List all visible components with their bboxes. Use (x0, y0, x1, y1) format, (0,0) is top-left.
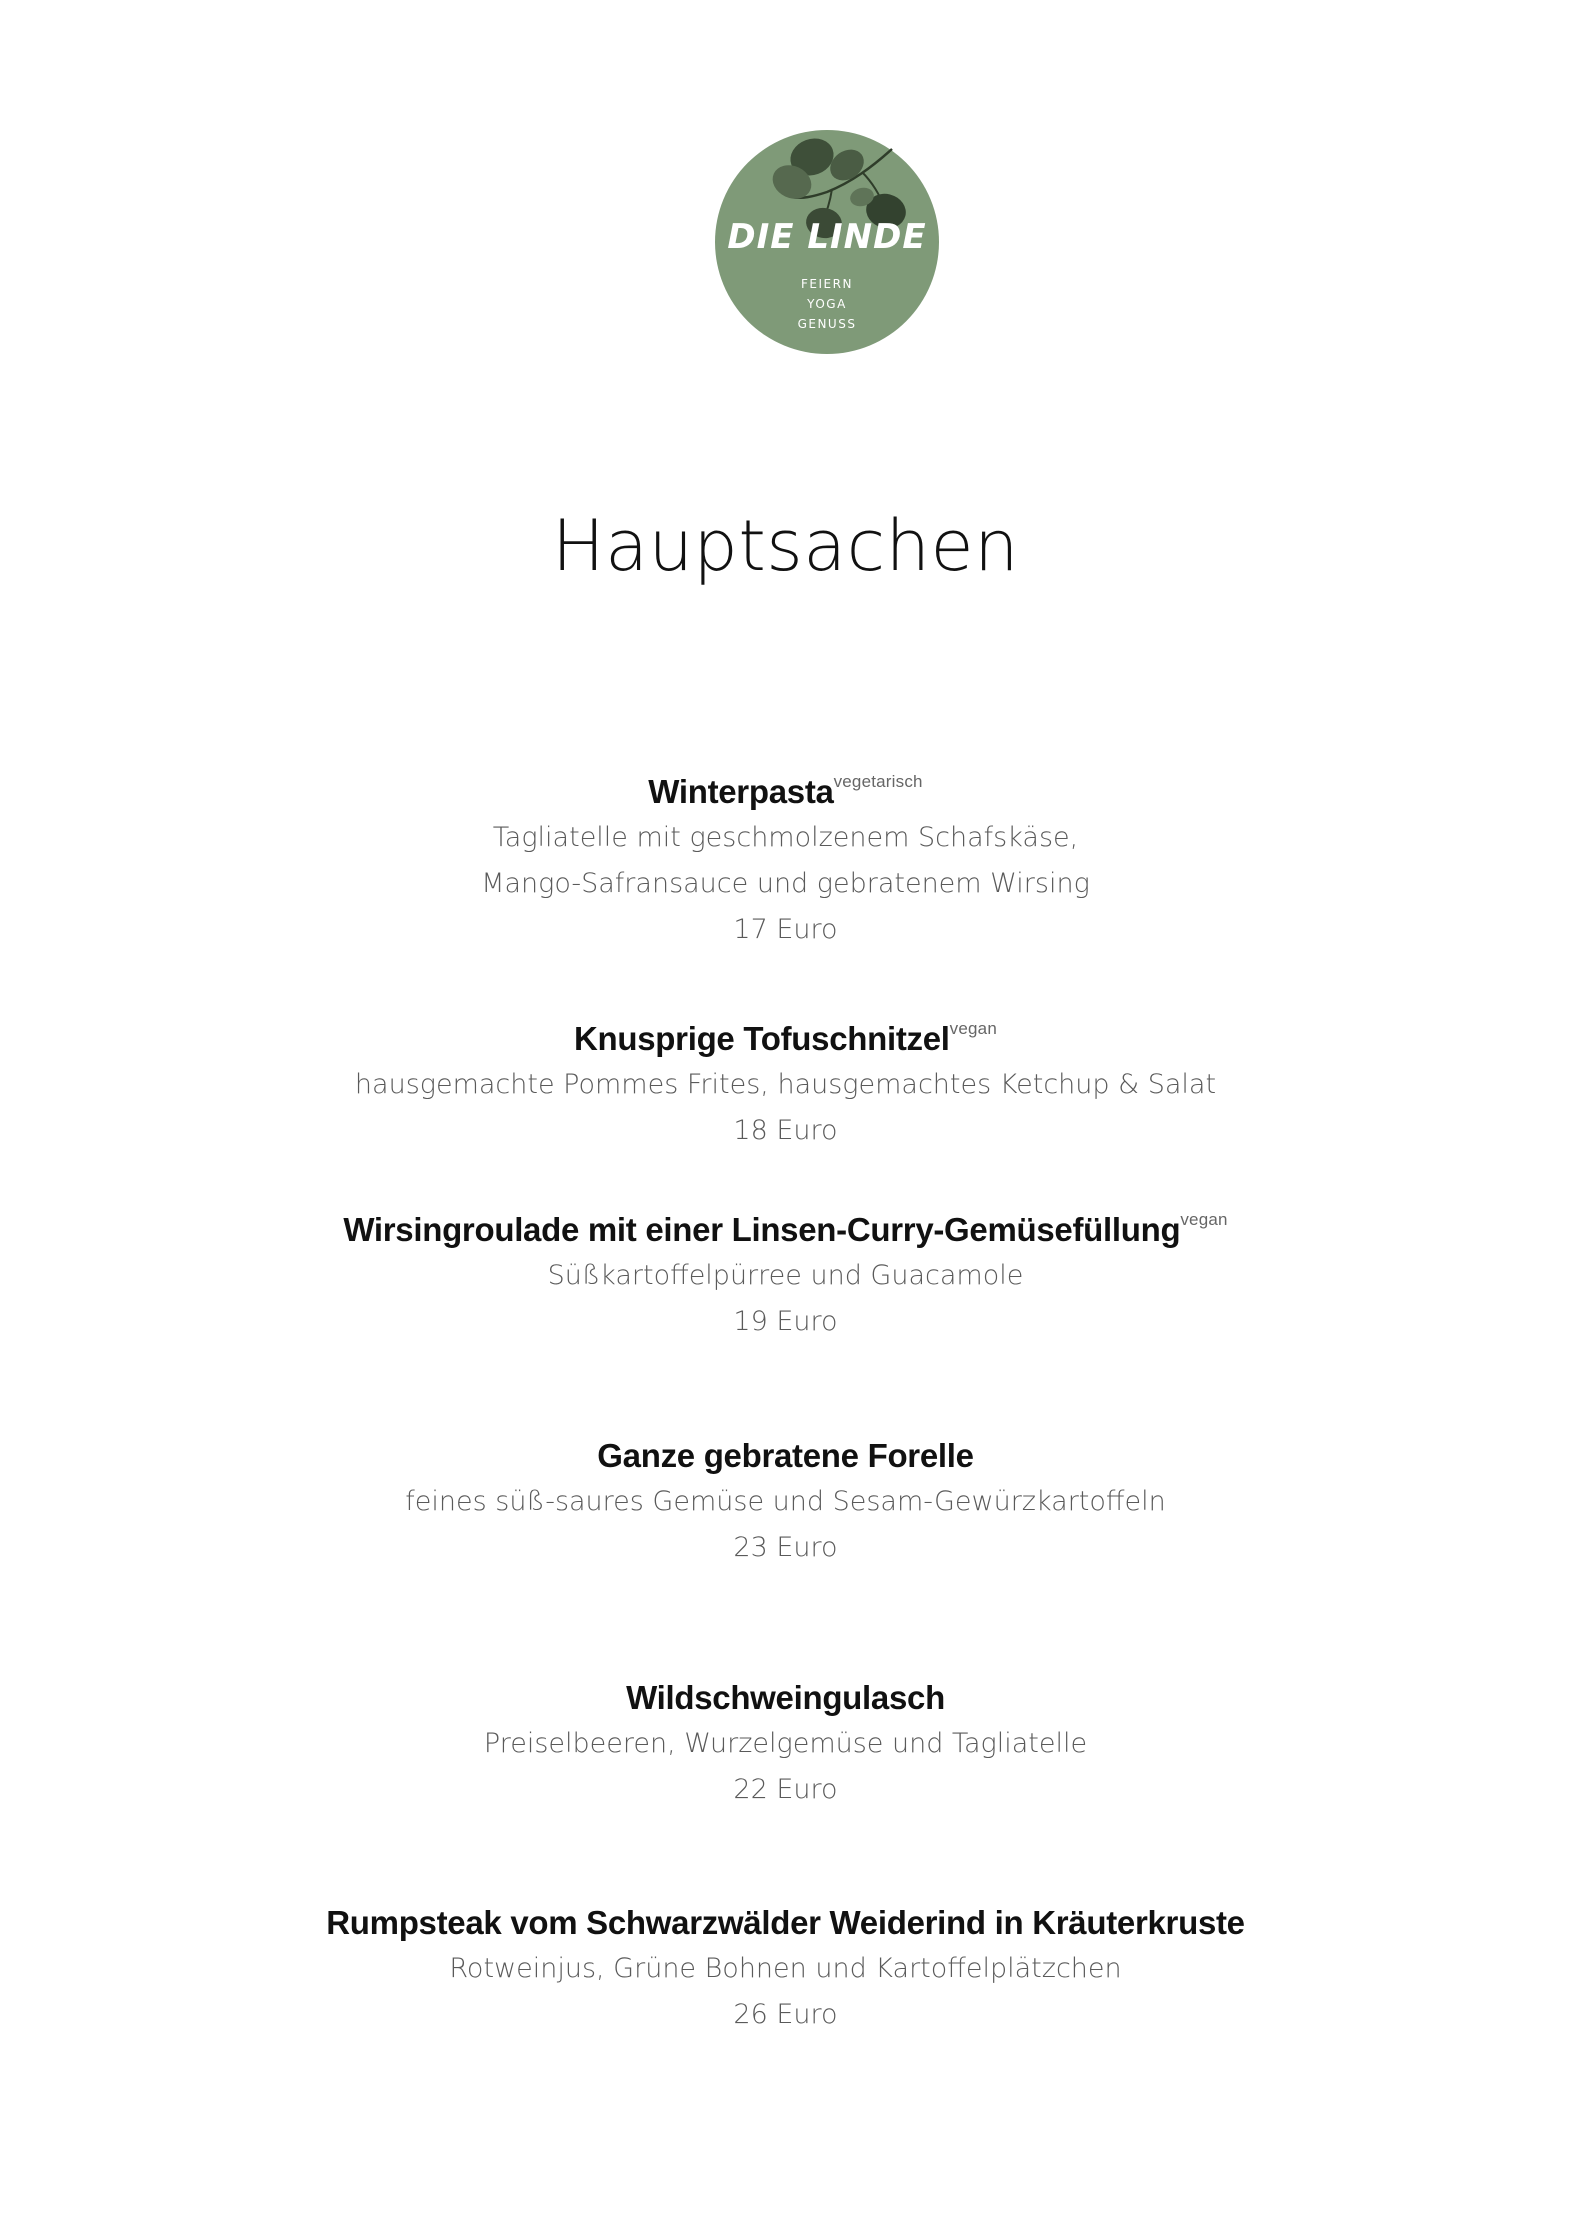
item-price: 18 Euro (733, 1115, 838, 1146)
item-description: Süßkartoffelpürree und Guacamole (547, 1260, 1024, 1291)
menu-item (0, 1006, 1571, 1154)
item-price: 17 Euro (733, 914, 838, 945)
item-name: Winterpasta (648, 773, 834, 810)
menu-item (0, 759, 1571, 953)
item-diet-tag: vegan (949, 1019, 997, 1038)
item-description: hausgemachte Pommes Frites, hausgemachtes Ketchup & Salat (354, 1069, 1217, 1100)
item-name: Wildschweingulasch (626, 1679, 945, 1716)
item-description: Preiselbeeren, Wurzelgemüse und Tagliatelle (483, 1728, 1088, 1759)
menu-item (0, 1423, 1571, 1571)
logo-tagline-2: YOGA (807, 297, 847, 311)
logo-tagline-1: FEIERN (801, 277, 853, 291)
item-name-line (0, 1890, 1571, 1946)
item-price: 19 Euro (733, 1306, 838, 1337)
item-name-line (0, 1665, 1571, 1721)
item-price: 23 Euro (733, 1532, 838, 1563)
item-name-line (0, 1006, 1571, 1062)
item-name-line (0, 759, 1571, 815)
item-name: Knusprige Tofuschnitzel (574, 1020, 950, 1057)
item-description: Mango-Safransauce und gebratenem Wirsing (481, 868, 1090, 899)
item-description: Rotweinjus, Grüne Bohnen und Kartoffelplätzchen (449, 1953, 1122, 1984)
item-name: Wirsingroulade mit einer Linsen-Curry-Gemüsefüllung (343, 1211, 1181, 1248)
logo-tagline-3: GENUSS (797, 317, 857, 331)
item-name: Rumpsteak vom Schwarzwälder Weiderind in Kräuterkruste (326, 1904, 1245, 1941)
item-description: Tagliatelle mit geschmolzenem Schafskäse, (492, 822, 1079, 853)
menu-item (0, 1197, 1571, 1345)
item-price: 22 Euro (733, 1774, 838, 1805)
item-name: Ganze gebratene Forelle (597, 1437, 974, 1474)
page-title: Hauptsachen (552, 505, 1019, 587)
item-name-line (0, 1423, 1571, 1479)
item-name-line (0, 1197, 1571, 1253)
logo-wordmark: DIE LINDE (727, 217, 927, 257)
menu-item (0, 1665, 1571, 1813)
menu-item (0, 1890, 1571, 2038)
item-diet-tag: vegetarisch (833, 772, 923, 791)
item-description: feines süß-saures Gemüse und Sesam-Gewürzkartoffeln (405, 1486, 1166, 1517)
restaurant-logo (712, 127, 942, 357)
item-diet-tag: vegan (1180, 1210, 1228, 1229)
item-price: 26 Euro (733, 1999, 838, 2030)
